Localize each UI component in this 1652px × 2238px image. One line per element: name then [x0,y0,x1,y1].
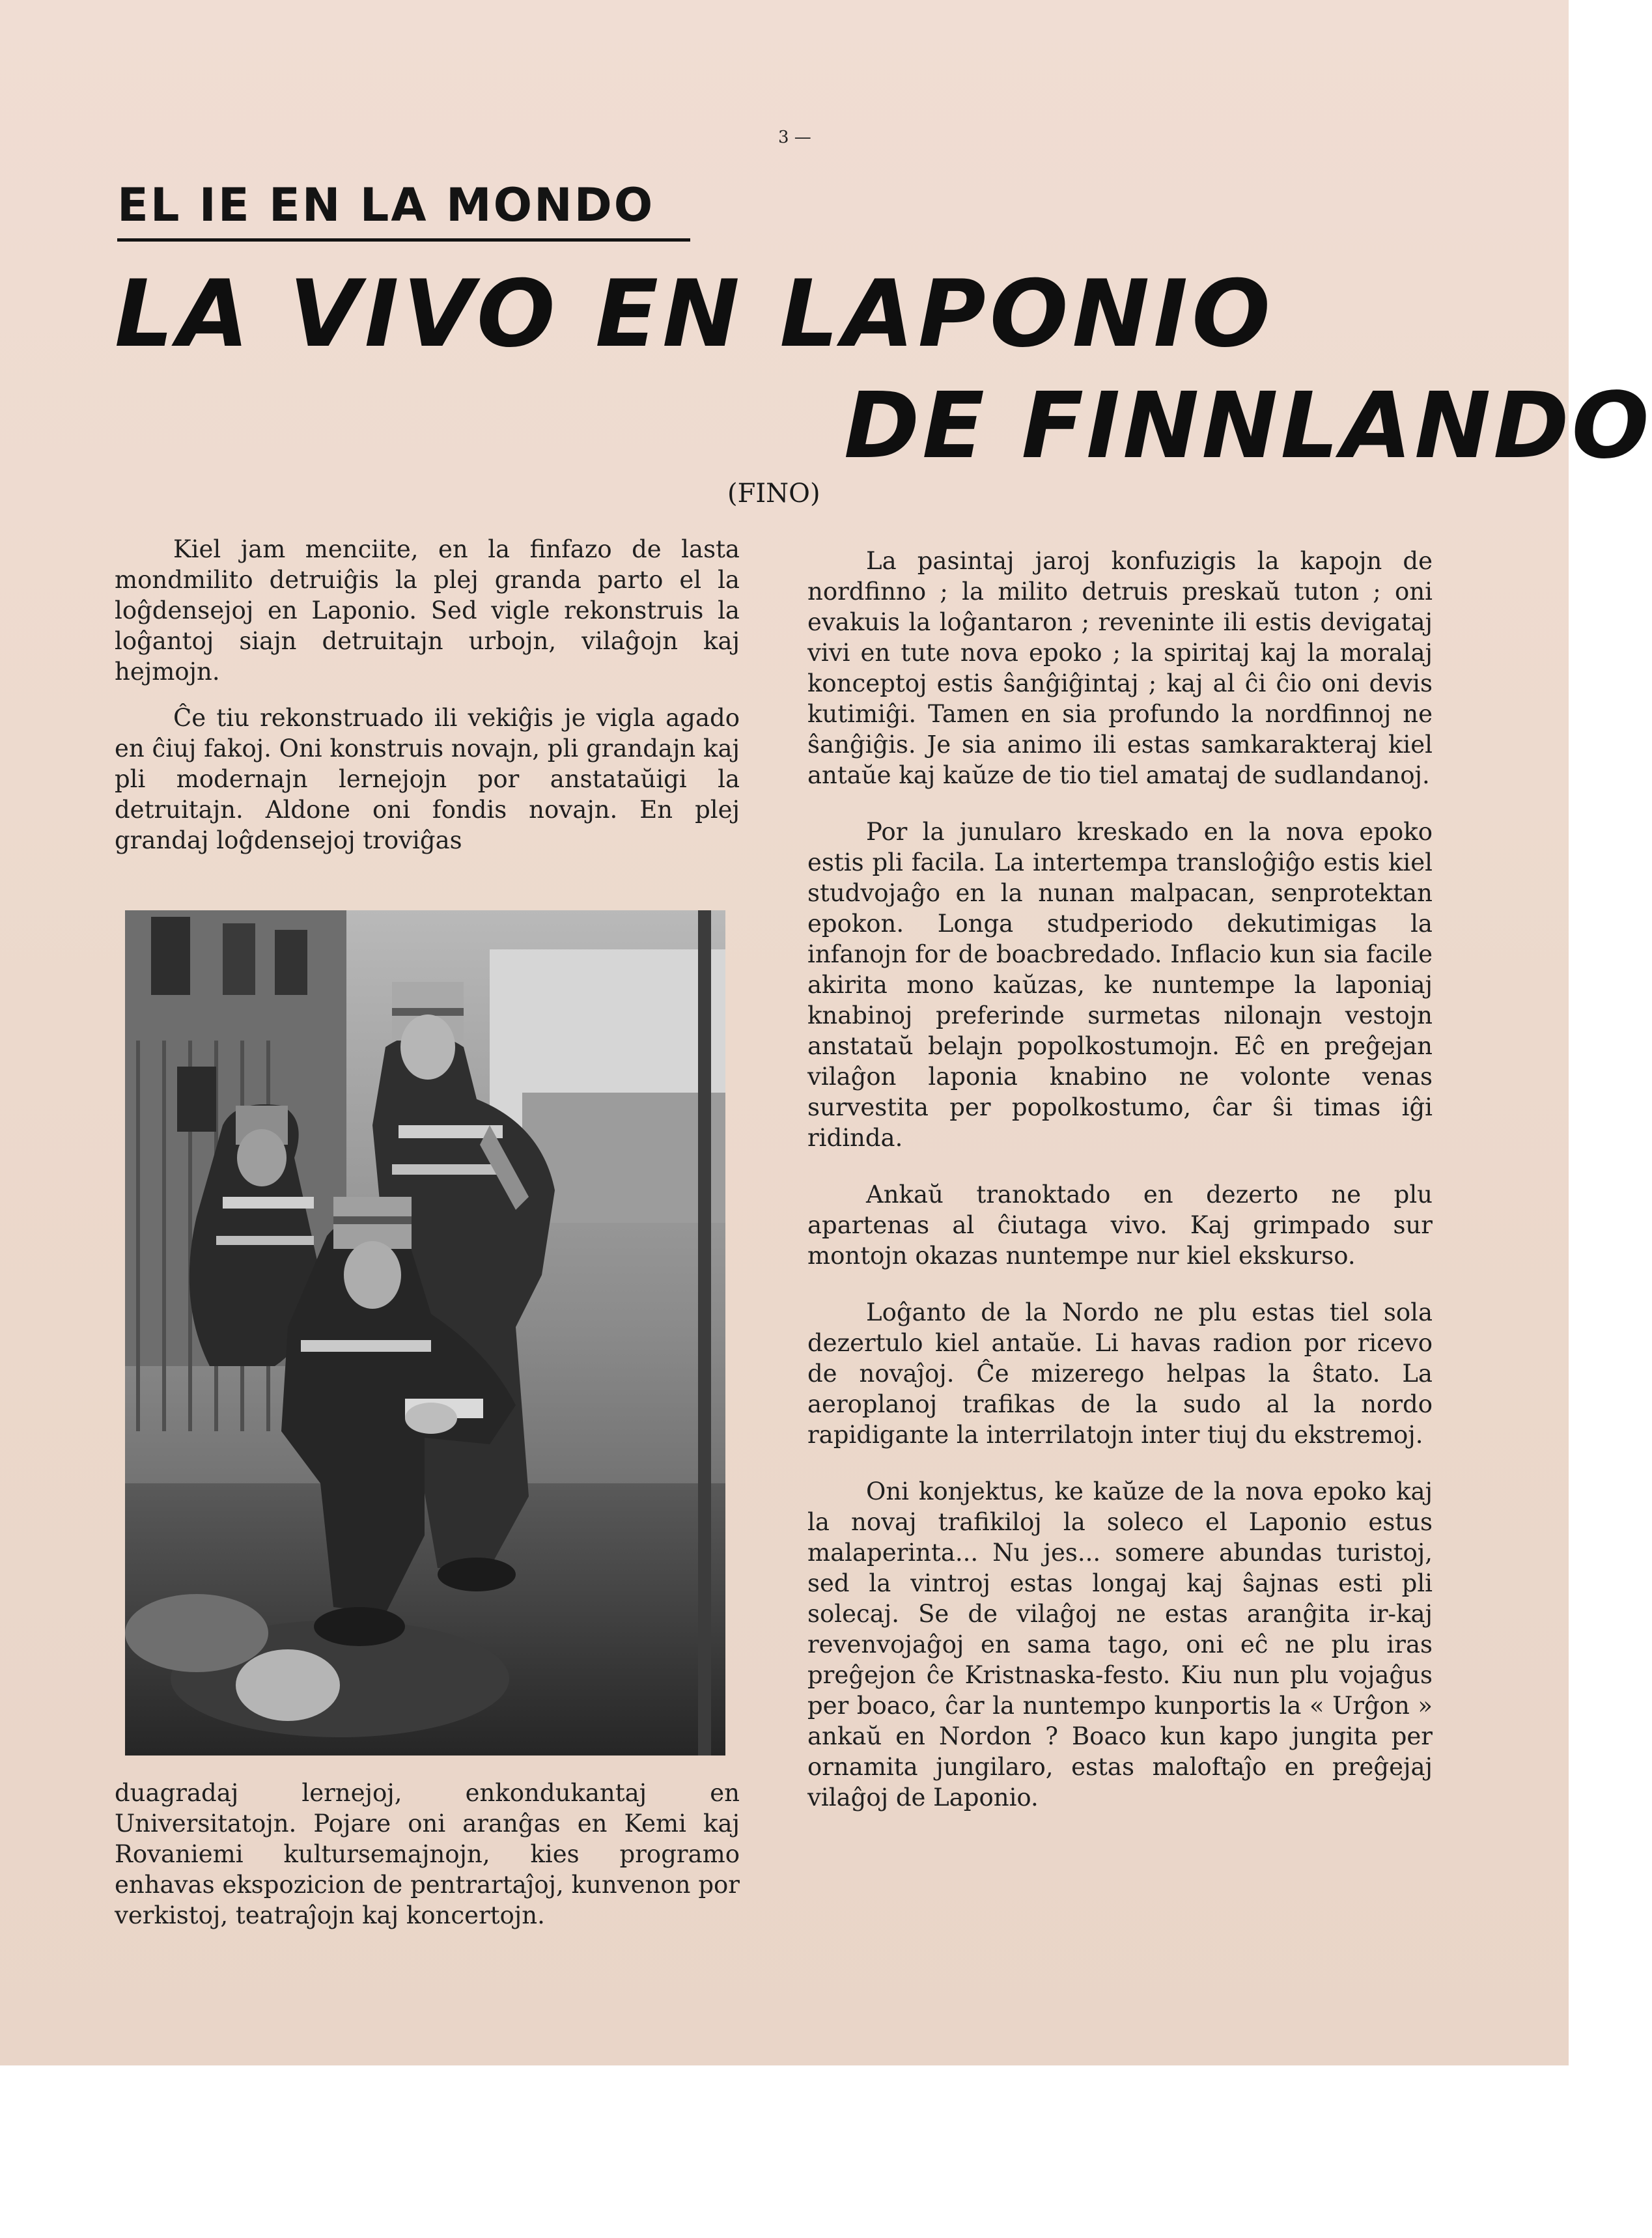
paragraph: Por la junularo kreskado en la nova epoko estis pli facila. La intertempa transloĝiĝo estis kiel studvojaĝo en la nunan malpacan, senprotektan epokon. Longa studperiodo dekutimigas la infanojn for de boacbredado. Inflacio kun sia facile akirita mono kaŭzas, ke nuntempe la laponiaj knabinoj preferinde surmetas nilonajn vestojn anstataŭ belajn popolkostumojn. Eĉ en preĝejan vilaĝon laponia knabino ne volonte venas survestita per popolkostumo, ĉar ŝi timas iĝi ridinda. [807,818,1433,1152]
article-title-line-2: DE FINNLANDO [844,373,1652,479]
article-subtitle: (FINO) [727,479,820,509]
paragraph: Kiel jam menciite, en la finfazo de lasta mondmilito detruiĝis la plej granda parto el la loĝdensejoj en Laponio. Sed vigle rekonstruis la loĝantoj siajn detruitajn urbojn, vilaĝojn kaj hejmojn. [115,535,740,686]
paragraph: Oni konjektus, ke kaŭze de la nova epoko kaj la novaj trafikiloj la soleco el Laponio estus malaperinta... Nu jes... somere abundas turistoj, sed la vintroj estas longaj kaj ŝajnas esti pli solecaj. Se de vilaĝoj ne estas aranĝita ir-kaj revenvojaĝoj en sama tago, oni eĉ ne plu iras preĝejon ĉe Kristnaska-festo. Kiu nun plu vojaĝus per boaco, ĉar la nuntempo kunportis la « Urĝon » ankaŭ en Nordon ? Boaco kun kapo jungita per ornamita jungilaro, estas maloftaĵo en preĝejaj vilaĝoj de Laponio. [807,1477,1433,1811]
right-column [807,546,1433,1839]
section-underline [117,238,690,242]
article-photo [125,910,725,1755]
paragraph: La pasintaj jaroj konfuzigis la kapojn de nordfinno ; la milito detruis preskaŭ tuton ; oni evakuis la loĝantaron ; reveninte ili estis devigataj vivi en tute nova epoko ; la spiritaj kaj la moralaj konceptoj estis ŝanĝiĝintaj ; kaj al ĉi ĉio oni devis kutimiĝi. Tamen en sia profundo la nordfinnoj ne ŝanĝiĝis. Je sia animo ili estas samkarakteraj kiel antaŭe kaj kaŭze de tio tiel amataj de sudlandanoj. [807,547,1433,789]
left-column-continued [115,1778,740,1946]
paragraph: Loĝanto de la Nordo ne plu estas tiel sola dezertulo kiel antaŭe. Li havas radion por ricevo de novaĵoj. Ĉe mizerego helpas la ŝtato. La aeroplanoj trafikas de la sudo al la nordo rapidigante la interrilatojn inter tiuj du ekstremoj. [807,1298,1433,1449]
page-number: 3 — [778,128,811,147]
paragraph: Ĉe tiu rekonstruado ili vekiĝis je vigla agado en ĉiuj fakoj. Oni konstruis novajn, pli grandajn kaj pli modernajn lernejojn por anstataŭigi la detruitajn. Aldone oni fondis novajn. En plej grandaj loĝdensejoj troviĝas [115,704,740,854]
paragraph: Ankaŭ tranoktado en dezerto ne plu apartenas al ĉiutaga vivo. Kaj grimpado sur montojn okazas nuntempe nur kiel ekskurso. [807,1181,1433,1270]
left-column [115,534,740,871]
paragraph: duagradaj lernejoj, enkondukantaj en Universitatojn. Pojare oni aranĝas en Kemi kaj Rovaniemi kultursemajnojn, kies programo enhavas ekspozicion de pentrartaĵoj, kunvenon por verkistoj, teatraĵojn kaj koncertojn. [115,1779,740,1929]
section-label: EL IE EN LA MONDO [117,178,655,232]
article-title-line-1: LA VIVO EN LAPONIO [115,260,1274,368]
